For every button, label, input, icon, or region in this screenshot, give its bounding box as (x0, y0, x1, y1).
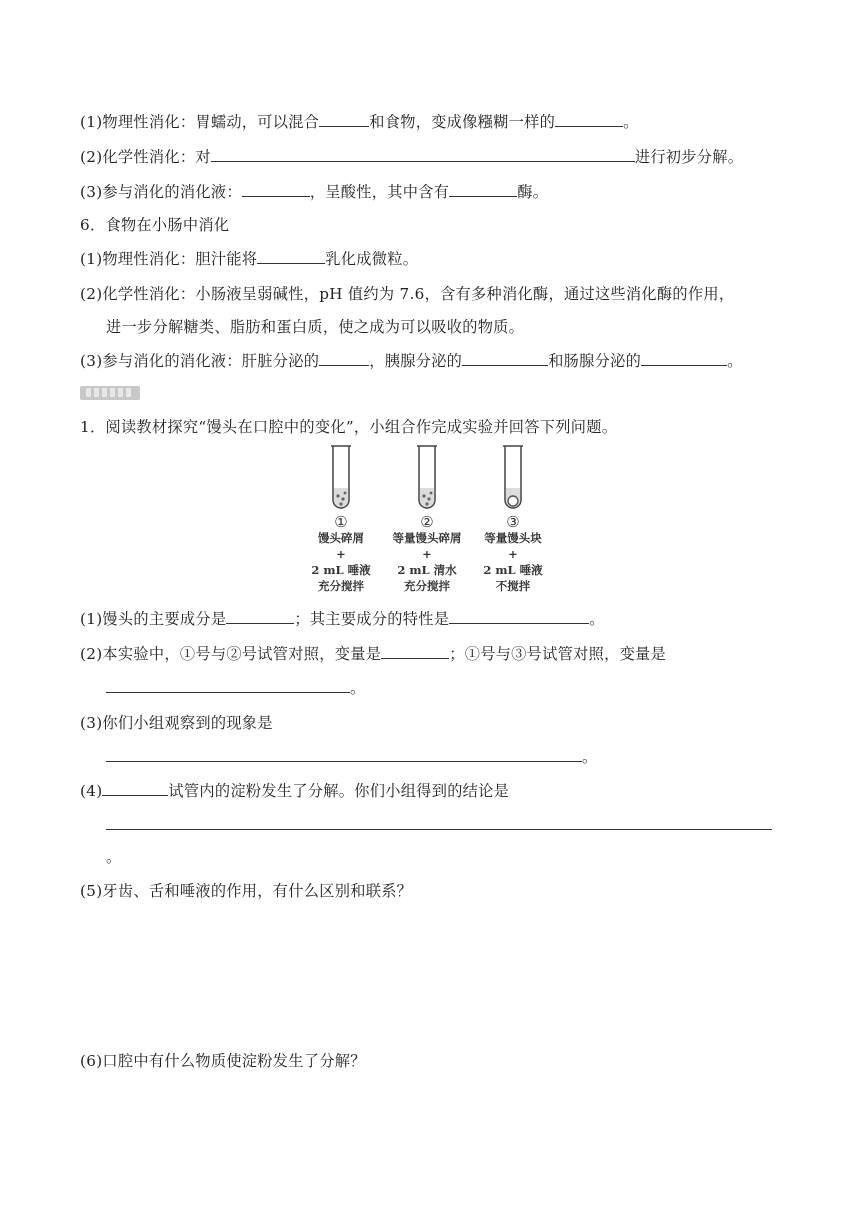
intestine-heading: 6．食物在小肠中消化 (80, 216, 230, 234)
text: 试管内的淀粉发生了分解。你们小组得到的结论是 (168, 782, 510, 800)
answer-blank[interactable] (641, 351, 727, 366)
tube-2-caption (382, 514, 472, 594)
tube-number: ③ (506, 513, 520, 531)
question-2-cont (106, 677, 366, 699)
text: (1)馒头的主要成分是 (80, 610, 227, 628)
answer-blank[interactable] (211, 147, 635, 162)
intestine-physical-line (80, 248, 418, 270)
stomach-physical-line (80, 111, 639, 133)
text: ；其主要成分的特性是 (294, 610, 450, 628)
question-2 (80, 643, 666, 665)
caption-line: 不搅拌 (495, 579, 531, 593)
text: ，胰腺分泌的 (369, 352, 463, 370)
stomach-juice-line (80, 181, 548, 203)
question-4 (80, 780, 509, 802)
text: 和肠腺分泌的 (548, 352, 642, 370)
test-tube-figure (305, 444, 565, 599)
inquiry-intro: 1．阅读教材探究“馒头在口腔中的变化”，小组合作完成实验并回答下列问题。 (80, 418, 618, 436)
caption-line: 等量馒头块 (484, 531, 542, 545)
answer-blank[interactable] (242, 182, 310, 197)
caption-line: 2 mL 清水 (397, 563, 457, 577)
answer-blank[interactable] (555, 112, 623, 127)
text: (4) (80, 782, 103, 800)
answer-blank[interactable] (257, 249, 325, 264)
test-tube-2 (417, 446, 437, 508)
caption-line: 充分搅拌 (404, 579, 450, 593)
text: 进行初步分解。 (634, 148, 744, 166)
intestine-chemical-line: (2)化学性消化：小肠液呈弱碱性，pH 值约为 7.6，含有多种消化酶，通过这些消化酶的作用， (80, 285, 735, 303)
answer-blank[interactable] (381, 644, 449, 659)
intestine-juice-line (80, 350, 743, 372)
test-tubes-drawing (305, 444, 565, 516)
answer-blank[interactable] (462, 351, 548, 366)
text: (1)物理性消化：胆汁能将 (80, 250, 258, 268)
tube-number: ② (420, 513, 434, 531)
test-tube-3 (503, 446, 523, 508)
answer-blank[interactable] (449, 609, 589, 624)
text: ，呈酸性，其中含有 (309, 183, 450, 201)
caption-line: 2 mL 唾液 (311, 563, 371, 577)
text: 和食物，变成像糨糊一样的 (369, 113, 556, 131)
caption-line: 馒头碎屑 (318, 531, 364, 545)
answer-blank[interactable] (106, 815, 772, 830)
answer-blank[interactable] (106, 747, 582, 762)
text: (1)物理性消化：胃蠕动，可以混合 (80, 113, 320, 131)
text: 。 (582, 748, 598, 766)
text: (3)参与消化的消化液： (80, 183, 242, 201)
question-4-end: 。 (106, 848, 122, 866)
caption-line: + (508, 547, 518, 561)
answer-blank[interactable] (319, 351, 369, 366)
intestine-chemical-line-2: 进一步分解糖类、脂肪和蛋白质，使之成为可以吸收的物质。 (106, 318, 525, 336)
question-3: (3)你们小组观察到的现象是 (80, 714, 273, 732)
text: 。 (350, 679, 366, 697)
text: 酶。 (517, 183, 549, 201)
answer-blank[interactable] (319, 112, 369, 127)
answer-blank[interactable] (102, 781, 168, 796)
text: 。 (727, 352, 743, 370)
question-3-answer (106, 746, 598, 768)
text: (2)化学性消化：对 (80, 148, 211, 166)
text: (2)本实验中，①号与②号试管对照，变量是 (80, 645, 382, 663)
caption-line: + (422, 547, 432, 561)
caption-line: + (336, 547, 346, 561)
tube-1-caption (296, 514, 386, 594)
tube-number: ① (334, 513, 348, 531)
question-4-answer (106, 814, 772, 836)
text: (3)参与消化的消化液：肝脏分泌的 (80, 352, 320, 370)
text: 。 (623, 113, 639, 131)
answer-blank[interactable] (226, 609, 294, 624)
test-tube-1 (331, 446, 351, 508)
question-1 (80, 608, 605, 630)
section-tag (80, 386, 140, 400)
caption-line: 等量馒头碎屑 (392, 531, 462, 545)
question-6: (6)口腔中有什么物质使淀粉发生了分解？ (80, 1052, 366, 1070)
caption-line: 2 mL 唾液 (483, 563, 543, 577)
question-5: (5)牙齿、舌和唾液的作用，有什么区别和联系？ (80, 882, 413, 900)
answer-blank[interactable] (449, 182, 517, 197)
caption-line: 充分搅拌 (318, 579, 364, 593)
tube-3-caption (468, 514, 558, 594)
text: 。 (589, 610, 605, 628)
text: 乳化成微粒。 (325, 250, 419, 268)
answer-blank[interactable] (106, 678, 350, 693)
text: ；①号与③号试管对照，变量是 (449, 645, 667, 663)
stomach-chemical-line (80, 146, 743, 168)
